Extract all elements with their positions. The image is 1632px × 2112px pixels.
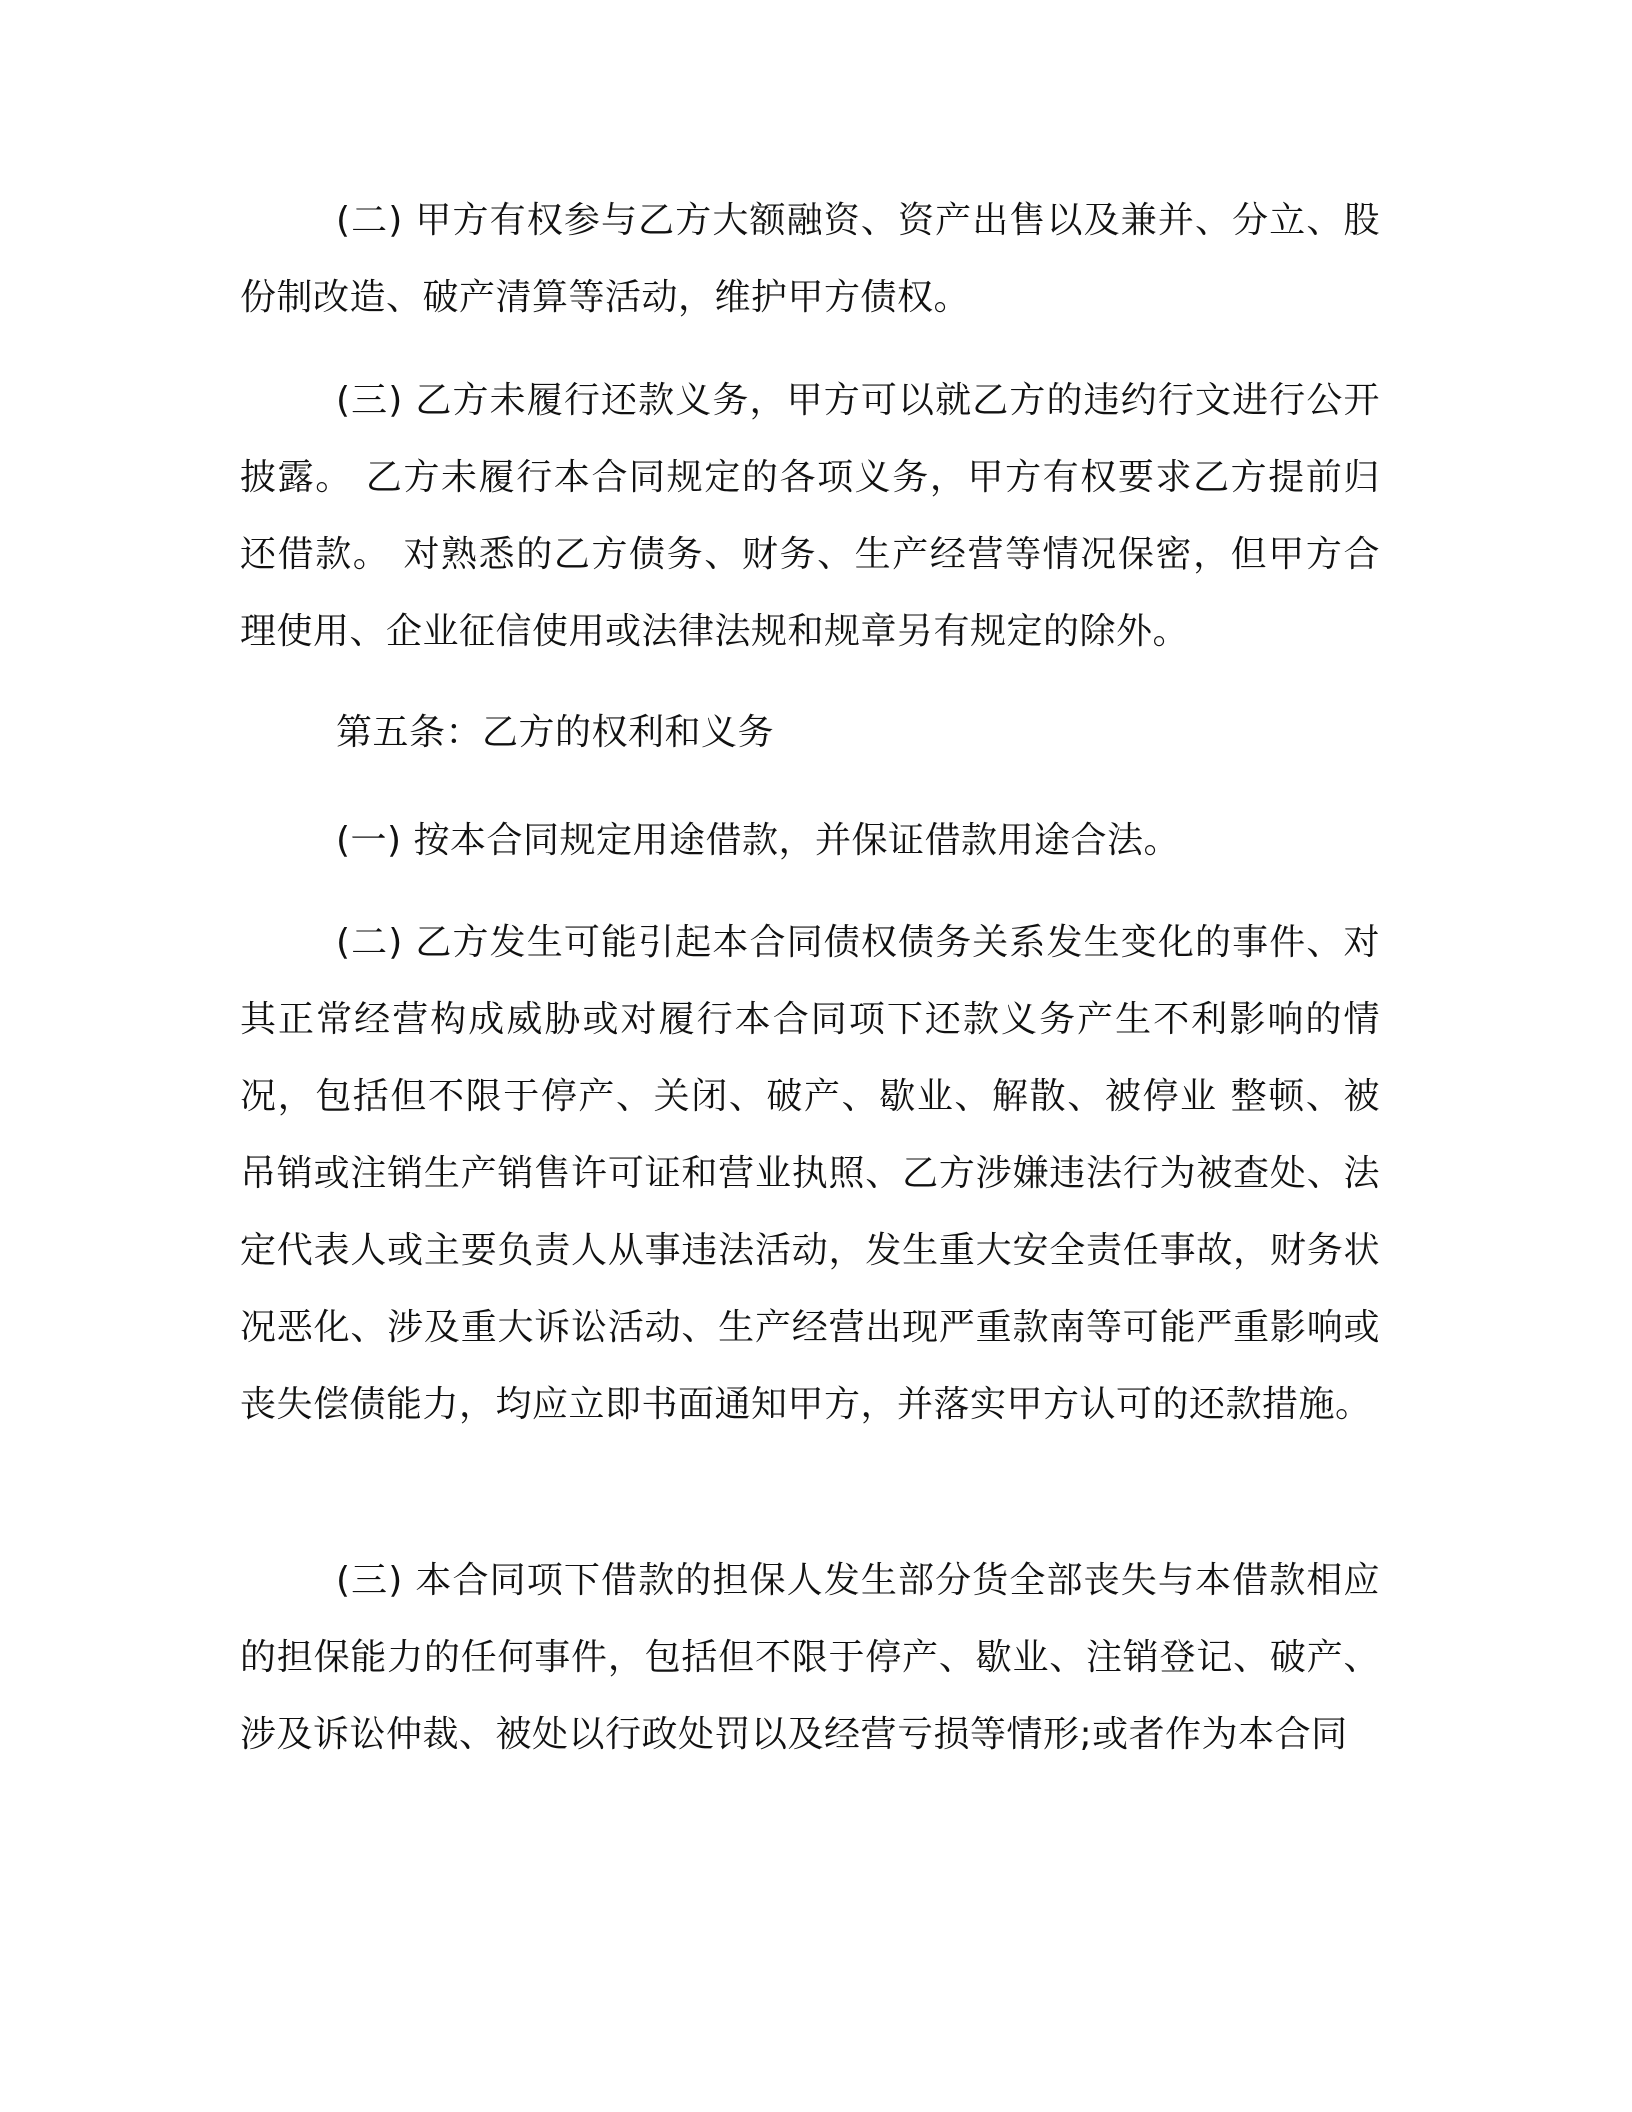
- paragraph-borrower-duty-2: (二) 乙方发生可能引起本合同债权债务关系发生变化的事件、对其正常经营构成威胁或对履行本合同项下还款义务产生不利影响的情况，包括但不限于停产、关闭、破产、歇业、解散、被停业 整顿、被吊销或注销生产销售许可证和营业执照、乙方涉嫌违法行为被查处、法定代表人或主要负责人从事违法活动，发生重大安全责任事故，财务状况恶化、涉及重大诉讼活动、生产经营出现严重款南等可能严重影响或丧失偿债能力，均应立即书面通知甲方，并落实甲方认可的还款措施。: [240, 922, 1380, 1425]
- article-5-heading: 第五条：乙方的权利和义务: [336, 712, 775, 753]
- paragraph-lender-rights-2: (二) 甲方有权参与乙方大额融资、资产出售以及兼并、分立、股份制改造、破产清算等活动，维护甲方债权。: [240, 200, 1380, 318]
- paragraph-borrower-duty-1: (一) 按本合同规定用途借款，并保证借款用途合法。: [336, 820, 1181, 861]
- paragraph-lender-rights-3: (三) 乙方未履行还款义务，甲方可以就乙方的违约行文进行公开披露。 乙方未履行本合同规定的各项义务，甲方有权要求乙方提前归还借款。 对熟悉的乙方债务、财务、生产经营等情况保密，但甲方合理使用、企业征信使用或法律法规和规章另有规定的除外。: [240, 380, 1380, 652]
- paragraph-borrower-duty-3: (三) 本合同项下借款的担保人发生部分货全部丧失与本借款相应的担保能力的任何事件，包括但不限于停产、歇业、注销登记、破产、涉及诉讼仲裁、被处以行政处罚以及经营亏损等情形;或者作为本合同: [240, 1560, 1380, 1755]
